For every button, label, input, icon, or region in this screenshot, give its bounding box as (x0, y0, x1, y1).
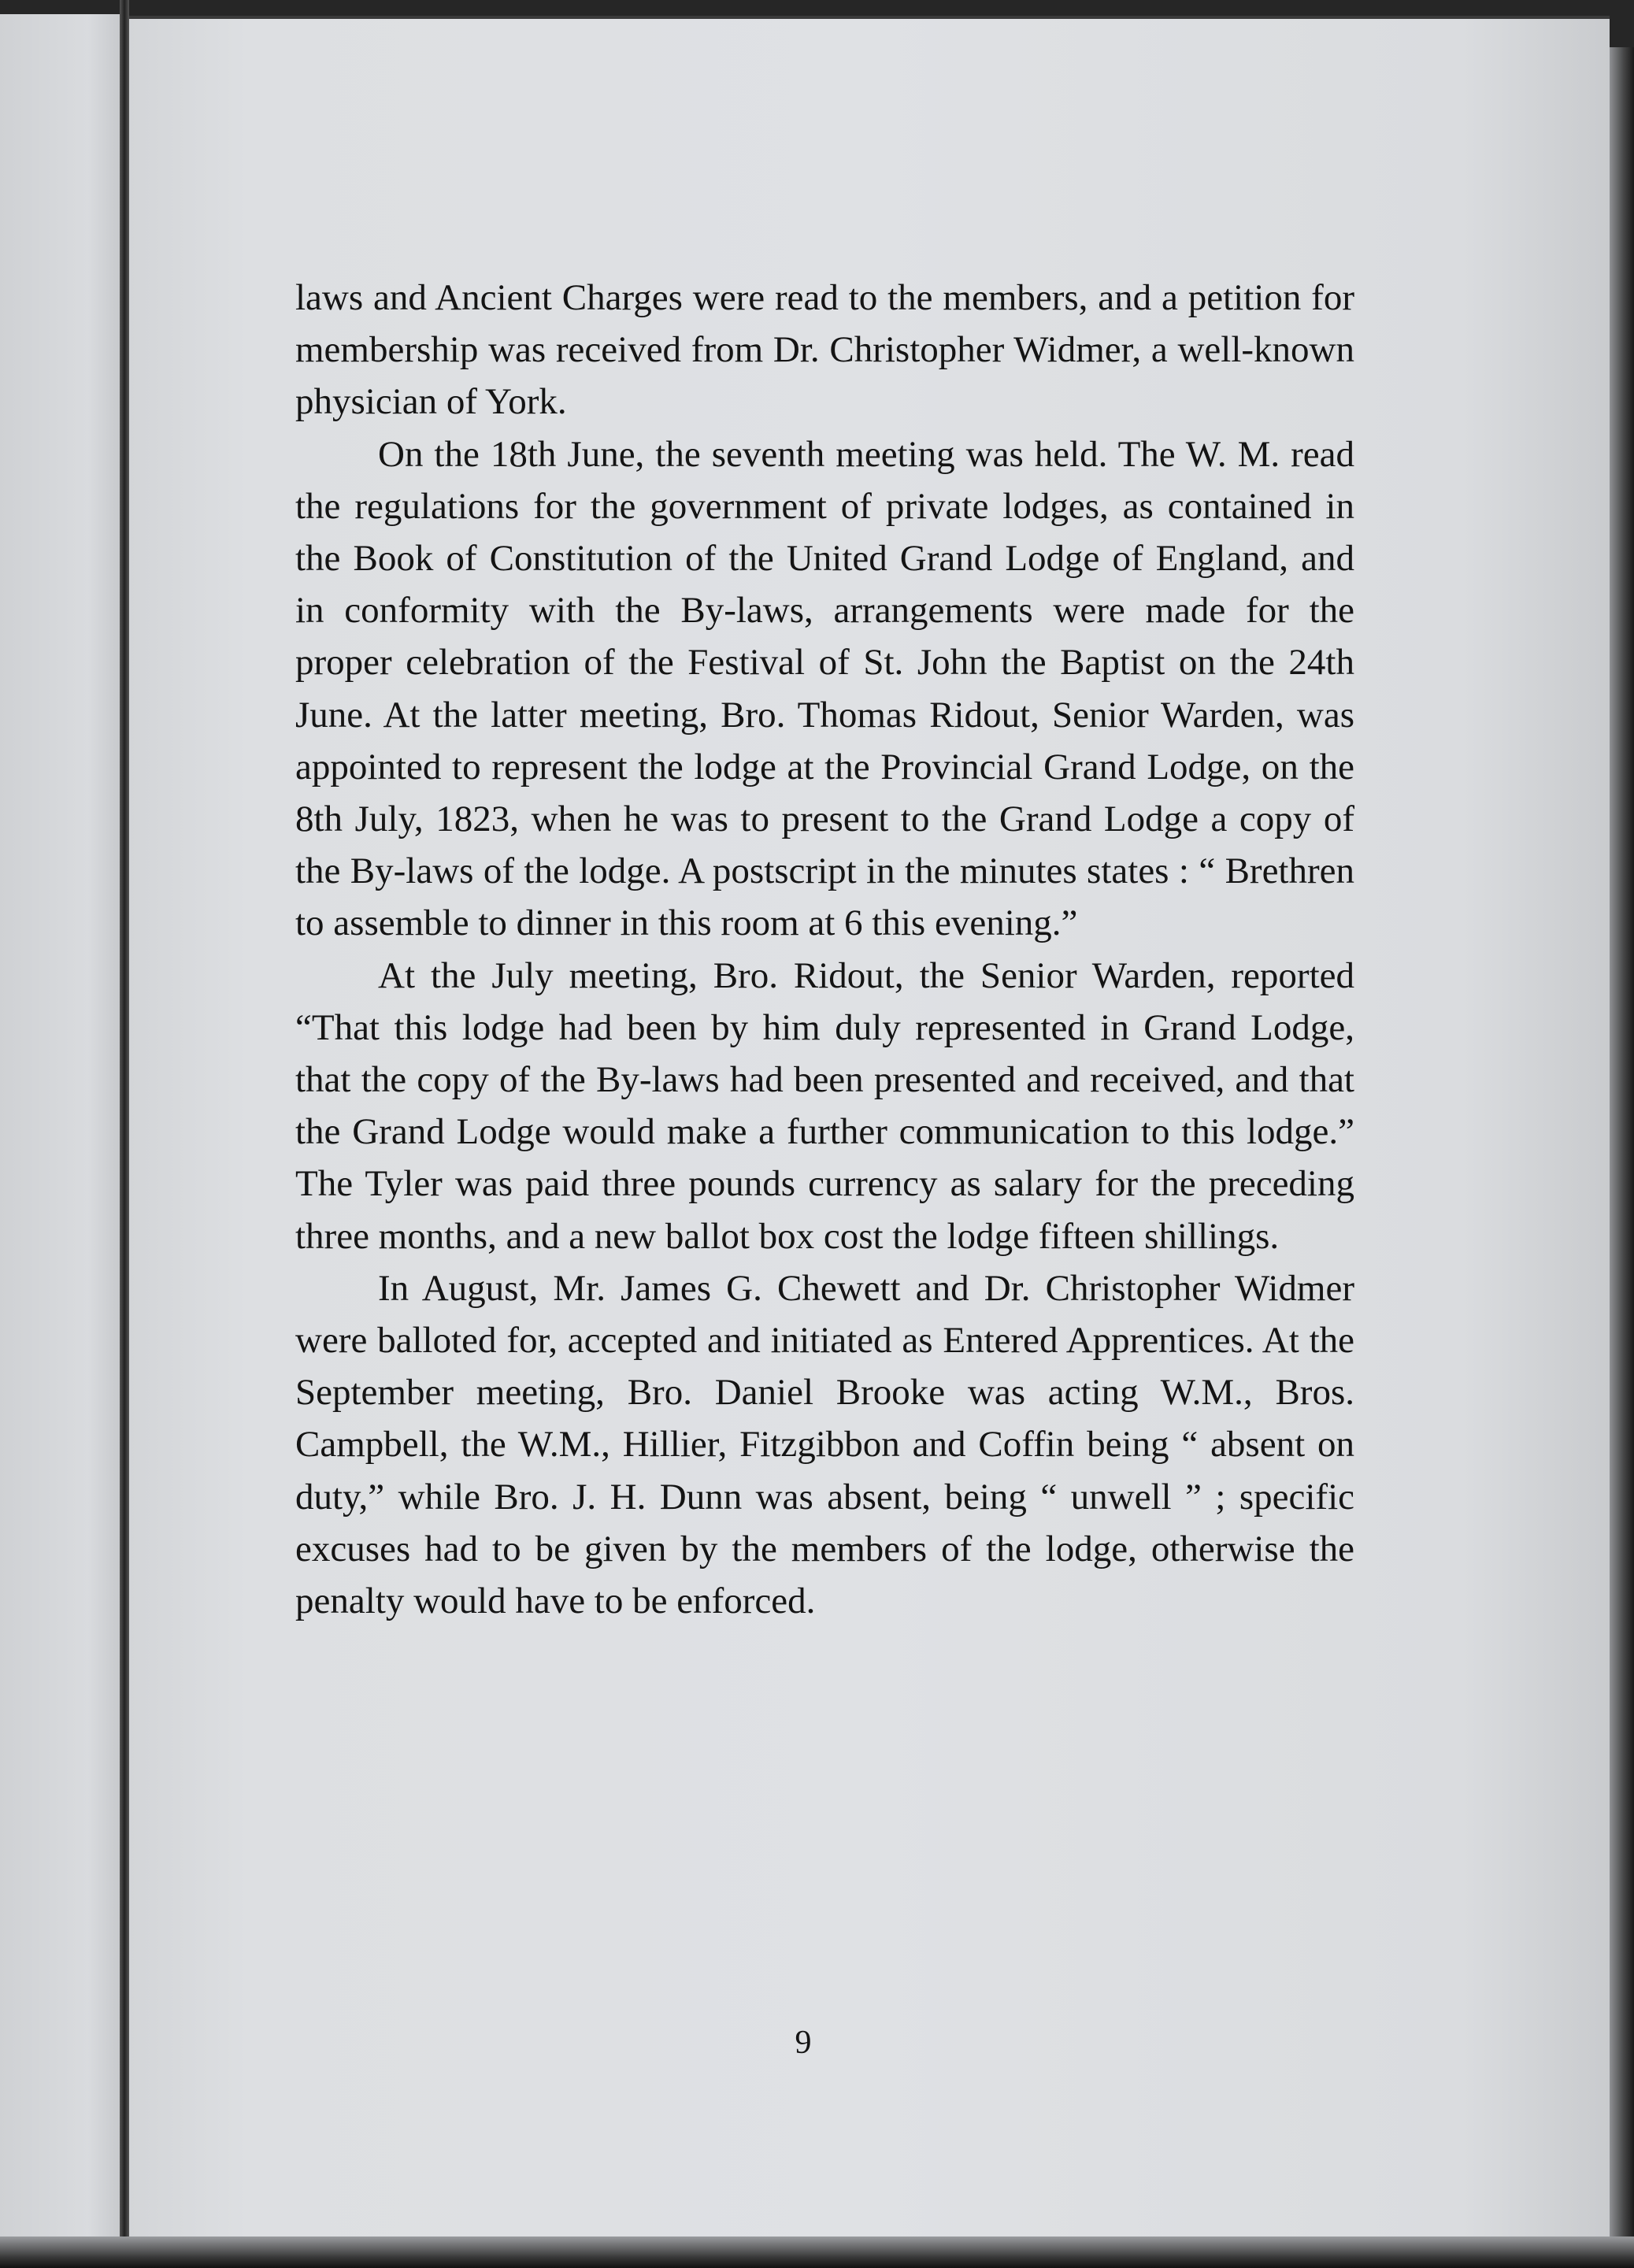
page-number: 9 (795, 2025, 812, 2061)
paragraph-august-september: In August, Mr. James G. Chewett and Dr. Christopher Widmer were balloted for, accepted and initiated as Entered Apprentices. At the September meeting, Bro. Daniel Brooke was acting W.M., Bros. Campbell, the W.M., Hillier, Fitzgibbon and Coffin being “ absent on duty,” while Bro. J. H. Dunn was absent, being “ unwell ” ; specific excuses had to be given by the members of the lodge, otherwise the penalty would have to be enforced. (295, 1267, 1354, 1622)
page-right-edge (1610, 47, 1634, 2252)
paragraph-continuation: laws and Ancient Charges were read to the members, and a petition for membership was received from Dr. Christopher Widmer, a well-known physician of York. (295, 277, 1354, 423)
facing-page-edge (0, 14, 126, 2268)
book-gutter (120, 0, 129, 2268)
page-bottom-edge (0, 2236, 1634, 2268)
body-text (295, 272, 1354, 1627)
paragraph-july-meeting: At the July meeting, Bro. Ridout, the Senior Warden, reported “That this lodge had been by him duly represented in Grand Lodge, that the copy of the By-laws had been presented and received, and that the Grand Lodge would make a further communication to this lodge.” The Tyler was paid three pounds currency as salary for the preceding three months, and a new ballot box cost the lodge fifteen shillings. (295, 954, 1354, 1257)
paragraph-june-meeting: On the 18th June, the seventh meeting was held. The W. M. read the regulations for the government of private lodges, as contained in the Book of Constitution of the United Grand Lodge of England, and in conformity with the By-laws, arrangements were made for the proper celebration of the Festival of St. John the Baptist on the 24th June. At the latter meeting, Bro. Thomas Ridout, Senior Warden, was appointed to represent the lodge at the Provincial Grand Lodge, on the 8th July, 1823, when he was to present to the Grand Lodge a copy of the By-laws of the lodge. A postscript in the minutes states : “ Brethren to assemble to dinner in this room at 6 this evening.” (295, 433, 1354, 944)
